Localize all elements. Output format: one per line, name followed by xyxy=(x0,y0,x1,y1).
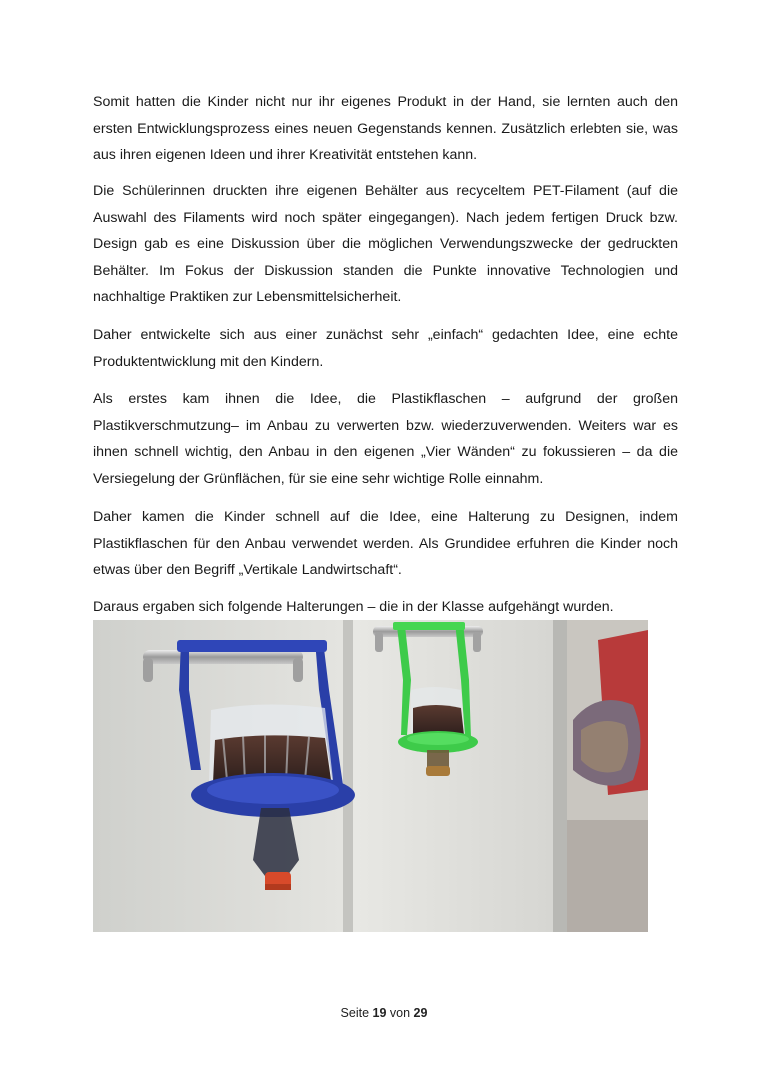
paragraph-text: Daraus ergaben sich folgende Halterungen – die in der Klasse aufgehängt wurden. xyxy=(93,599,614,615)
paragraph-text: Als erstes kam ihnen die Idee, die Plastikflaschen – aufgrund der großen Plastikverschmutzung– im Anbau zu verwerten bzw. wiederzuverwenden. Weiters war es ihnen schnell wichtig, den Anbau in den eigenen „Vier Wänden“ zu fokussieren – da die Versiegelung der Grünflächen, für sie eine sehr wichtige Rolle einnahm. xyxy=(93,391,678,487)
footer-total-pages: 29 xyxy=(413,1006,428,1020)
page-footer xyxy=(0,1006,768,1020)
footer-separator: von xyxy=(389,1006,411,1020)
panel-gap xyxy=(343,620,353,932)
paragraph-text: Daher entwickelte sich aus einer zunächst sehr „einfach“ gedachten Idee, eine echte Produktentwicklung mit den Kindern. xyxy=(93,327,678,370)
paragraph-5 xyxy=(93,504,678,584)
paragraph-2 xyxy=(93,178,678,311)
blue-holder-top xyxy=(177,640,327,652)
green-holder-top xyxy=(393,622,465,630)
footer-prefix: Seite xyxy=(340,1006,370,1020)
paragraph-6 xyxy=(93,594,678,621)
paragraph-text: Somit hatten die Kinder nicht nur ihr eigenes Produkt in der Hand, sie lernten auch den ersten Entwicklungsprozess eines neuen Gegenstands kennen. Zusätzlich erlebten sie, was aus ihren eigenen Ideen und ihrer Kreativität entstehen kann. xyxy=(93,94,678,164)
paragraph-text: Die Schülerinnen druckten ihre eigenen Behälter aus recyceltem PET-Filament (auf die Auswahl des Filaments wird noch später eingegangen). Nach jedem fertigen Druck bzw. Design gab es eine Diskussion über die möglichen Verwendungszwecke der gedruckten Behälter. Im Fokus der Diskussion standen die Punkte innovative Technologien und nachhaltige Praktiken zur Lebensmittelsicherheit. xyxy=(93,183,678,306)
photo-illustration xyxy=(93,620,648,932)
footer-current-page: 19 xyxy=(372,1006,387,1020)
paragraph-3 xyxy=(93,322,678,375)
paragraph-4 xyxy=(93,386,678,492)
photo-bottle-holders xyxy=(93,620,648,932)
paragraph-text: Daher kamen die Kinder schnell auf die Idee, eine Halterung zu Designen, indem Plastikflaschen für den Anbau verwendet werden. Als Grundidee erfuhren die Kinder noch etwas über den Begriff „Vertikale Landwirtschaft“. xyxy=(93,509,678,579)
bottle-cap-brown xyxy=(426,766,450,776)
wall-panel-right xyxy=(353,620,553,932)
paragraph-1 xyxy=(93,89,678,169)
cabinet-edge xyxy=(553,620,567,932)
handle-bar-left xyxy=(143,650,303,664)
